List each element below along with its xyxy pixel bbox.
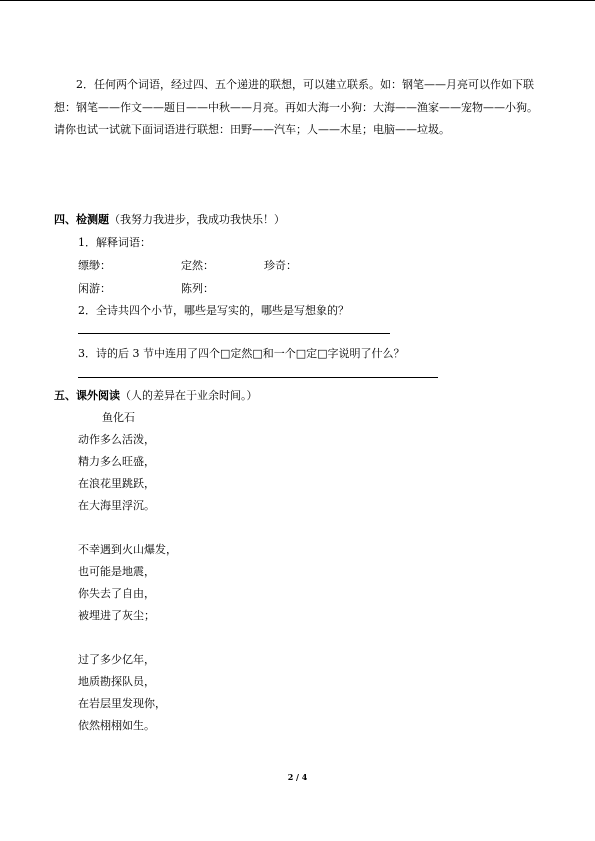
poem-line: 在岩层里发现你， — [78, 697, 166, 710]
q3-label: 3．诗的后 3 节中连用了四个□定然□和一个□定□字说明了什么？ — [78, 347, 405, 360]
word-zhenqi: 珍奇： — [264, 259, 297, 272]
poem-line: 过了多少亿年， — [78, 653, 155, 666]
q2-label: 2．全诗共四个小节，哪些是写实的，哪些是写想象的？ — [78, 304, 349, 317]
answer-line-q2 — [78, 333, 390, 334]
poem-line: 地质勘探队员， — [78, 675, 155, 688]
word-dingran: 定然： — [181, 259, 214, 272]
section5-note: （人的差异在于业余时间。） — [120, 389, 258, 402]
word-piaomiao: 缥缈： — [78, 259, 111, 272]
section4-heading: 四、检测题 — [54, 213, 109, 226]
q1-label: 1．解释词语： — [78, 236, 151, 249]
poem-line: 不幸遇到火山爆发， — [78, 543, 177, 556]
word-xianyou: 闲游： — [78, 282, 111, 295]
section5-heading-row — [54, 389, 258, 403]
poem-line: 也可能是地震， — [78, 565, 155, 578]
poem-line: 被埋进了灰尘； — [78, 609, 155, 622]
poem-line: 在浪花里跳跃， — [78, 477, 155, 490]
word-chenlie: 陈列： — [181, 282, 214, 295]
poem-line: 你失去了自由， — [78, 587, 155, 600]
poem-line: 精力多么旺盛， — [78, 455, 155, 468]
answer-line-q3 — [78, 377, 438, 378]
top-rule — [0, 0, 595, 1]
association-question: 2．任何两个词语，经过四、五个递进的联想，可以建立联系。如：钢笔——月亮可以作如下联想：钢笔——作文——题目——中秋——月亮。再如大海一小狗：大海——渔家——宠物——小狗。请你也试一试就下面词语进行联想：田野——汽车；人——木星；电脑——垃圾。 — [54, 78, 538, 136]
poem-line: 依然栩栩如生。 — [78, 719, 155, 732]
poem-line: 动作多么活泼， — [78, 433, 155, 446]
poem-title: 鱼化石 — [102, 411, 135, 424]
page-number: 2 / 4 — [287, 772, 308, 782]
poem-line: 在大海里浮沉。 — [78, 499, 155, 512]
section4-heading-row — [54, 213, 285, 227]
section4-note: （我努力我进步，我成功我快乐！） — [109, 213, 285, 226]
section5-heading: 五、课外阅读 — [54, 389, 120, 402]
